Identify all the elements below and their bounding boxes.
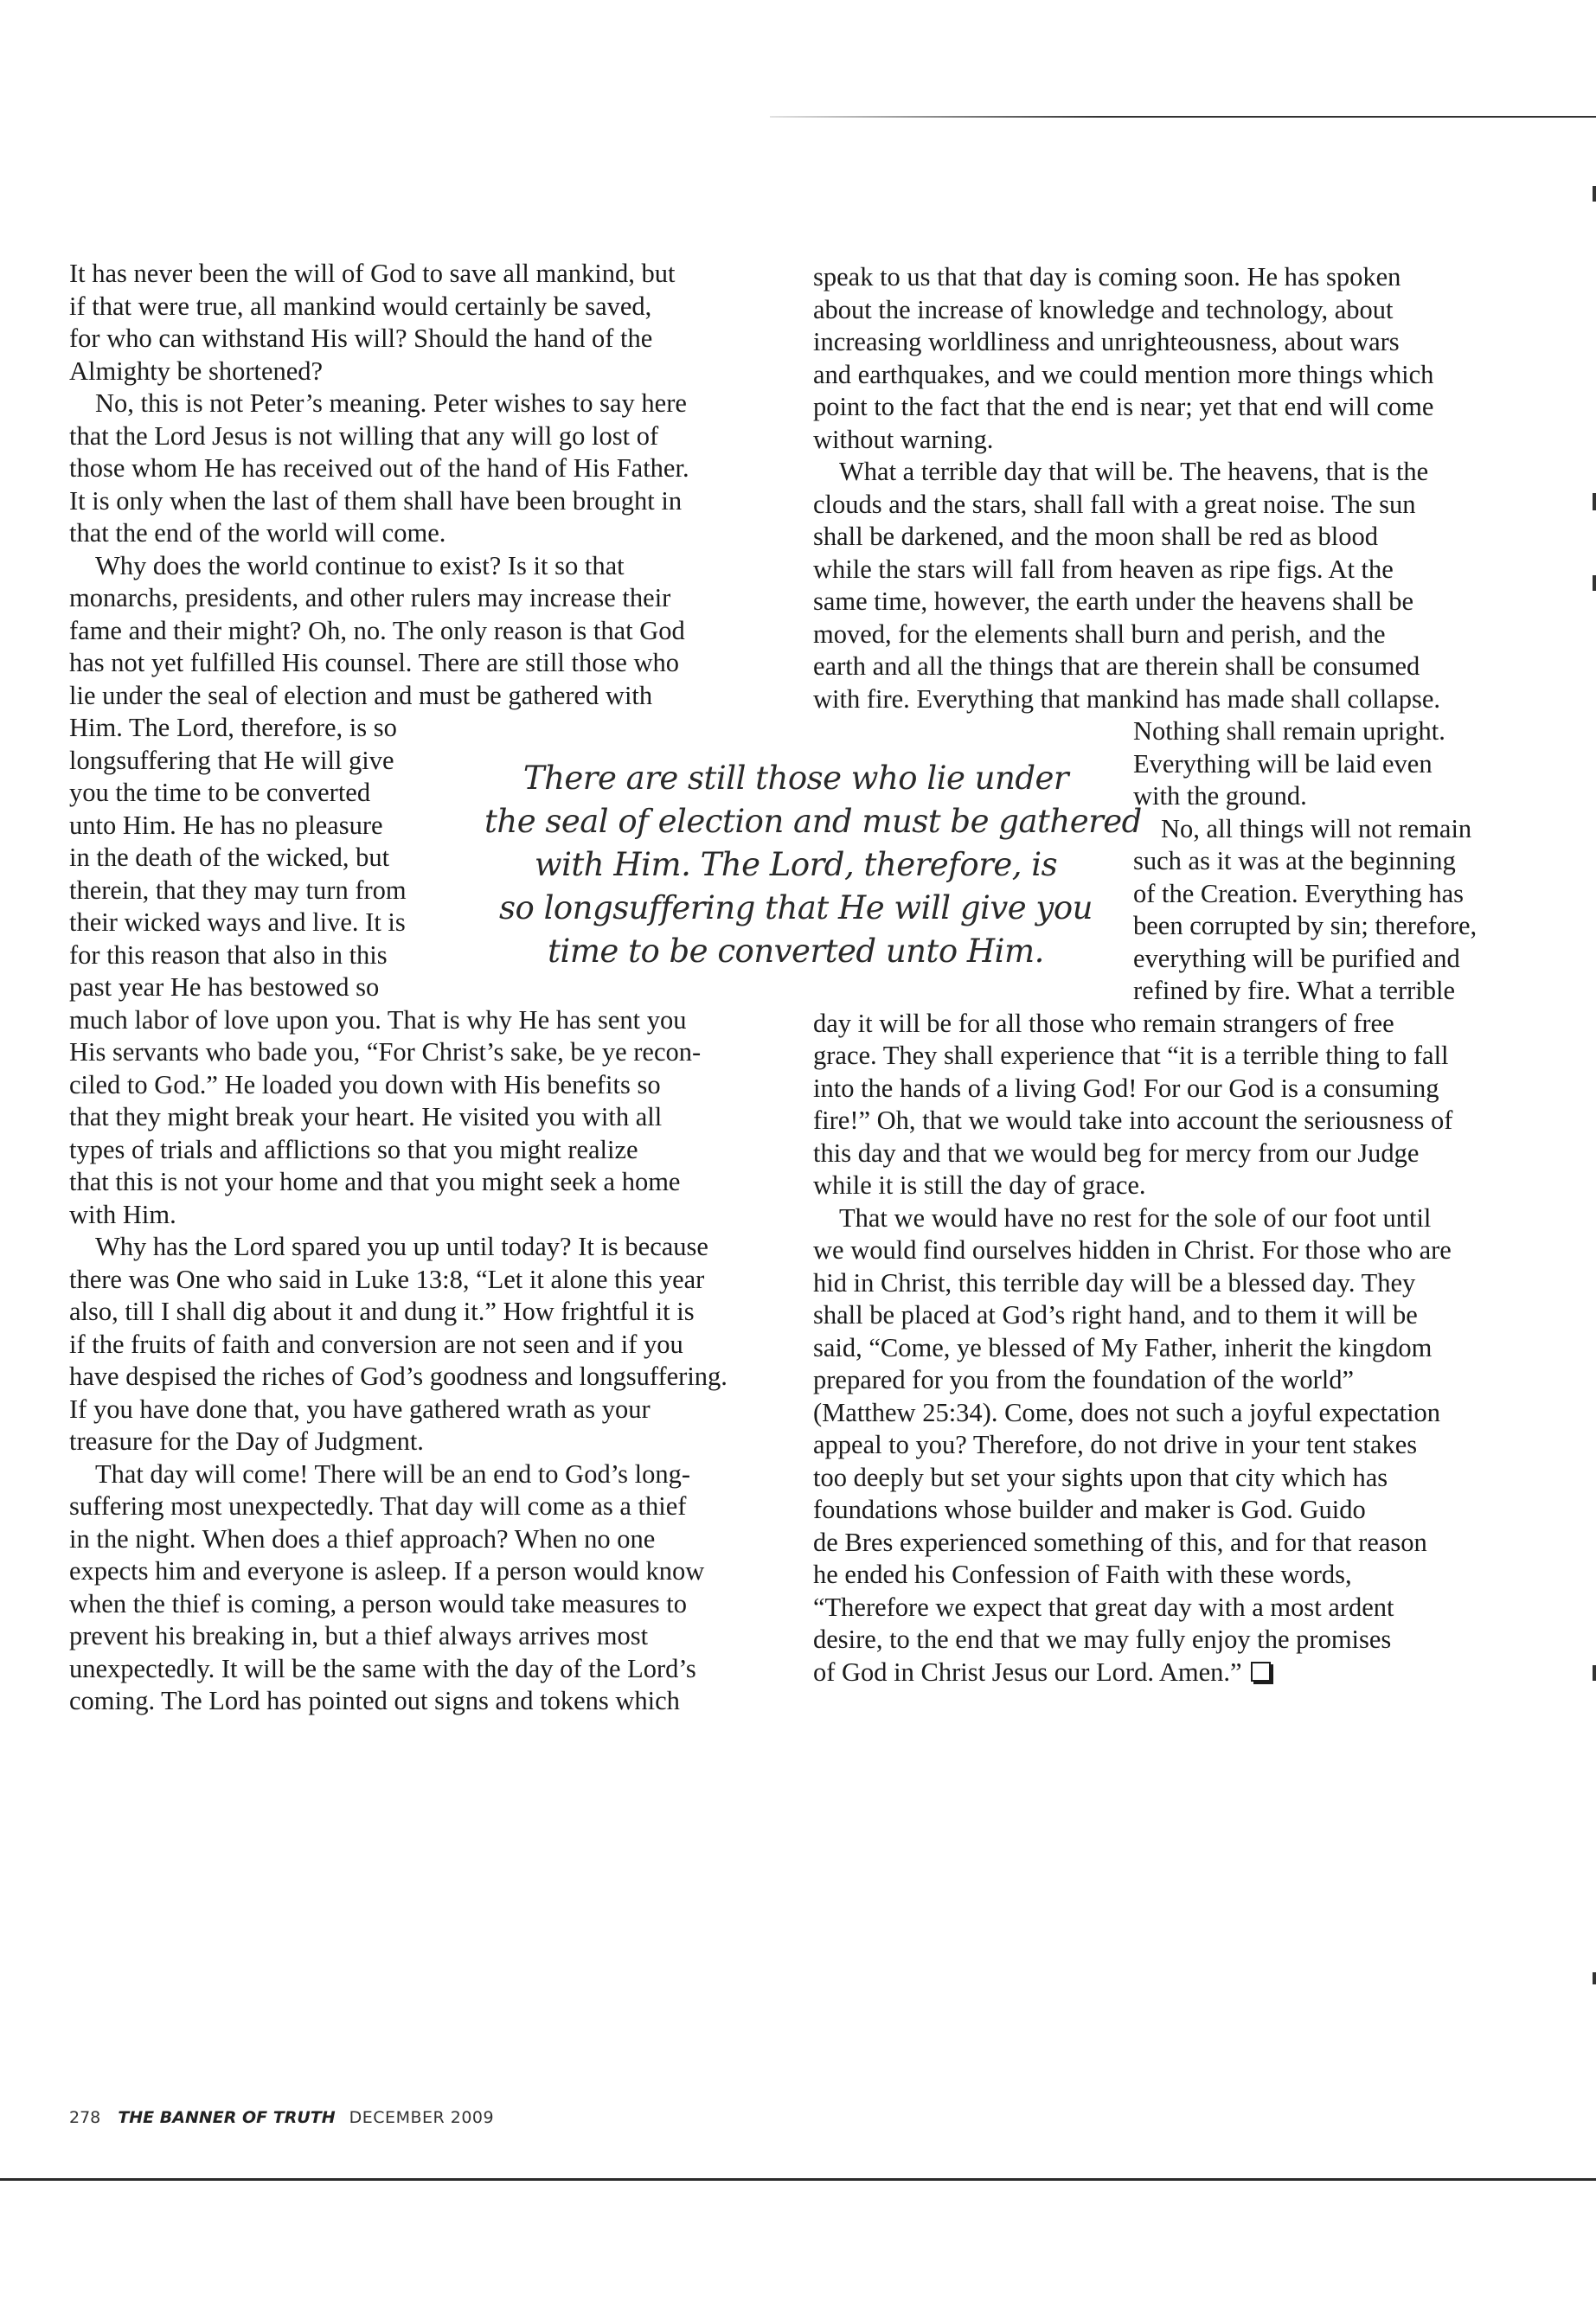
- left-line: past year He has bestowed so: [69, 972, 380, 1002]
- right-line: day it will be for all those who remain strangers of free: [813, 1008, 1394, 1038]
- right-line: he ended his Confession of Faith with these words,: [813, 1560, 1352, 1589]
- edge-mark: [1593, 1972, 1596, 1984]
- right-line: No, all things will not remain: [1161, 813, 1472, 843]
- left-line: longsuffering that He will give: [69, 745, 394, 775]
- left-line: has not yet fulfilled His counsel. There are still those who: [69, 648, 680, 677]
- left-line: suffering most unexpectedly. That day will come as a thief: [69, 1491, 687, 1521]
- left-line: that they might break your heart. He visited you with all: [69, 1102, 663, 1131]
- right-line: same time, however, the earth under the heavens shall be: [813, 586, 1414, 616]
- left-line: ciled to God.” He loaded you down with His benefits so: [69, 1069, 661, 1099]
- issue-date: DECEMBER 2009: [349, 2108, 495, 2127]
- right-line: with the ground.: [1133, 781, 1307, 811]
- right-line: appeal to you? Therefore, do not drive in your tent stakes: [813, 1430, 1418, 1459]
- left-line: treasure for the Day of Judgment.: [69, 1426, 424, 1456]
- left-line: there was One who said in Luke 13:8, “Let it alone this year: [69, 1264, 705, 1294]
- pull-quote-line: There are still those who lie under: [522, 760, 1069, 797]
- left-line: for this reason that also in this: [69, 939, 388, 970]
- right-line: too deeply but set your sights upon that city which has: [813, 1462, 1388, 1492]
- left-line: Why does the world continue to exist? Is it so that: [95, 550, 625, 580]
- right-line: earth and all the things that are therein shall be consumed: [813, 651, 1420, 681]
- magazine-title: THE BANNER OF TRUTH: [118, 2108, 336, 2127]
- left-line: prevent his breaking in, but a thief always arrives most: [69, 1621, 649, 1650]
- left-line: much labor of love upon you. That is why He has sent you: [69, 1004, 687, 1035]
- left-line: types of trials and afflictions so that you might realize: [69, 1134, 638, 1164]
- right-line: clouds and the stars, shall fall with a great noise. The sun: [813, 489, 1416, 519]
- right-line: with fire. Everything that mankind has made shall collapse.: [813, 683, 1441, 714]
- left-line: lie under the seal of election and must be gathered with: [69, 680, 653, 710]
- left-line: also, till I shall dig about it and dung it.” How frightful it is: [69, 1297, 695, 1326]
- left-line: if the fruits of faith and conversion are not seen and if you: [69, 1329, 683, 1359]
- left-line: No, this is not Peter’s meaning. Peter wishes to say here: [95, 388, 687, 418]
- left-line: their wicked ways and live. It is: [69, 907, 406, 937]
- edge-mark: [1593, 186, 1596, 202]
- left-line: unexpectedly. It will be the same with the day of the Lord’s: [69, 1653, 696, 1683]
- left-line: therein, that they may turn from: [69, 875, 407, 905]
- left-line: for who can withstand His will? Should the hand of the: [69, 324, 653, 353]
- left-line: If you have done that, you have gathered wrath as your: [69, 1394, 651, 1424]
- left-line: expects him and everyone is asleep. If a person would know: [69, 1556, 705, 1586]
- right-line: point to the fact that the end is near; yet that end will come: [813, 392, 1434, 421]
- left-line: That day will come! There will be an end to God’s long-: [95, 1458, 691, 1489]
- right-line: of God in Christ Jesus our Lord. Amen.”: [813, 1657, 1242, 1687]
- left-line: coming. The Lord has pointed out signs and tokens which: [69, 1686, 680, 1715]
- pull-quote-line: with Him. The Lord, therefore, is: [534, 846, 1058, 883]
- right-line: increasing worldliness and unrighteousness, about wars: [813, 327, 1400, 356]
- left-line: Why has the Lord spared you up until today? It is because: [95, 1232, 708, 1261]
- left-line: It is only when the last of them shall have been brought in: [69, 485, 683, 516]
- page-footer: [69, 2108, 494, 2127]
- right-line: and earthquakes, and we could mention more things which: [813, 359, 1434, 389]
- right-line: prepared for you from the foundation of the world”: [813, 1365, 1355, 1394]
- right-line: hid in Christ, this terrible day will be a blessed day. They: [813, 1267, 1416, 1298]
- right-line: been corrupted by sin; therefore,: [1133, 911, 1477, 940]
- left-line: have despised the riches of God’s goodness and longsuffering.: [69, 1362, 727, 1391]
- left-line: that this is not your home and that you might seek a home: [69, 1167, 681, 1196]
- right-line: foundations whose builder and maker is God. Guido: [813, 1495, 1366, 1524]
- left-line: you the time to be converted: [69, 778, 371, 807]
- right-line: Everything will be laid even: [1133, 748, 1433, 779]
- right-line: said, “Come, ye blessed of My Father, inherit the kingdom: [813, 1332, 1433, 1362]
- left-line: His servants who bade you, “For Christ’s sake, be ye recon-: [69, 1037, 702, 1067]
- right-line: That we would have no rest for the sole of our foot until: [839, 1202, 1432, 1233]
- left-line: Almighty be shortened?: [69, 356, 324, 386]
- right-line: fire!” Oh, that we would take into account the seriousness of: [813, 1106, 1453, 1135]
- right-line: shall be darkened, and the moon shall be red as blood: [813, 522, 1379, 551]
- edge-mark: [1593, 493, 1596, 510]
- left-line: with Him.: [69, 1199, 176, 1229]
- end-of-article-icon: [1251, 1662, 1271, 1682]
- right-line: speak to us that that day is coming soon. He has spoken: [813, 262, 1401, 292]
- right-line: refined by fire. What a terrible: [1133, 976, 1456, 1005]
- top-rule: [770, 116, 1596, 118]
- left-line: those whom He has received out of the hand of His Father.: [69, 453, 689, 483]
- left-line: in the night. When does a thief approach? When no one: [69, 1523, 656, 1554]
- right-line: everything will be purified and: [1133, 943, 1460, 973]
- right-line: while the stars will fall from heaven as ripe figs. At the: [813, 554, 1394, 584]
- right-line: (Matthew 25:34). Come, does not such a joyful expectation: [813, 1397, 1441, 1427]
- left-line: when the thief is coming, a person would take measures to: [69, 1588, 688, 1618]
- page-number: 278: [69, 2108, 101, 2127]
- left-line: It has never been the will of God to save all mankind, but: [69, 259, 676, 288]
- left-line: fame and their might? Oh, no. The only reason is that God: [69, 615, 685, 645]
- right-line: we would find ourselves hidden in Christ. For those who are: [813, 1235, 1452, 1265]
- left-line: in the death of the wicked, but: [69, 843, 390, 872]
- right-line: de Bres experienced something of this, and for that reason: [813, 1527, 1427, 1557]
- right-line: shall be placed at God’s right hand, and to them it will be: [813, 1300, 1418, 1330]
- right-line: of the Creation. Everything has: [1133, 878, 1464, 908]
- left-line: that the Lord Jesus is not willing that any will go lost of: [69, 420, 659, 451]
- left-line: if that were true, all mankind would certainly be saved,: [69, 291, 652, 321]
- pull-quote: [484, 757, 1142, 973]
- pull-quote-line: the seal of election and must be gathered: [484, 803, 1142, 840]
- right-line: “Therefore we expect that great day with a most ardent: [813, 1592, 1394, 1622]
- left-line: that the end of the world will come.: [69, 518, 446, 548]
- right-line: while it is still the day of grace.: [813, 1170, 1146, 1200]
- right-line: desire, to the end that we may fully enjoy the promises: [813, 1625, 1392, 1654]
- edge-mark: [1593, 575, 1596, 591]
- left-line: Him. The Lord, therefore, is so: [69, 713, 397, 742]
- right-line: this day and that we would beg for mercy from our Judge: [813, 1138, 1420, 1168]
- bottom-rule: [0, 2178, 1596, 2181]
- right-line: What a terrible day that will be. The heavens, that is the: [839, 457, 1429, 486]
- right-line-last: [813, 1657, 1271, 1689]
- edge-mark: [1593, 1665, 1596, 1681]
- right-line: grace. They shall experience that “it is a terrible thing to fall: [813, 1041, 1449, 1070]
- right-line: about the increase of knowledge and technology, about: [813, 294, 1394, 324]
- left-line: monarchs, presidents, and other rulers may increase their: [69, 583, 671, 612]
- right-line: moved, for the elements shall burn and perish, and the: [813, 619, 1386, 649]
- right-line: Nothing shall remain upright.: [1133, 716, 1445, 746]
- right-line: into the hands of a living God! For our God is a consuming: [813, 1073, 1439, 1103]
- right-line: such as it was at the beginning: [1133, 846, 1456, 875]
- right-line: without warning.: [813, 424, 994, 454]
- pull-quote-line: so longsuffering that He will give you: [499, 889, 1093, 926]
- left-line: unto Him. He has no pleasure: [69, 810, 383, 840]
- pull-quote-line: time to be converted unto Him.: [548, 933, 1044, 970]
